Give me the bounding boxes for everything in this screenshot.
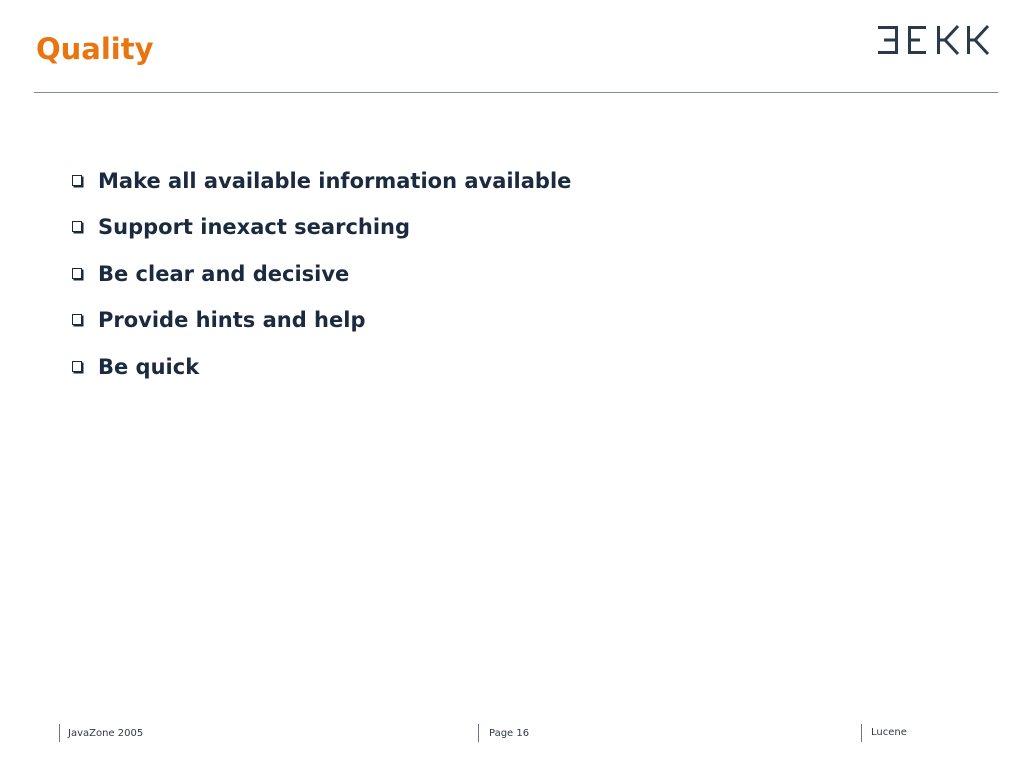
bekk-logo xyxy=(876,24,996,56)
checkbox-bullet-icon xyxy=(72,175,82,186)
slide-title: Quality xyxy=(36,32,154,66)
bullet-text: Be quick xyxy=(98,354,200,379)
footer-event: JavaZone 2005 xyxy=(68,728,144,739)
page-number: Page 16 xyxy=(489,728,530,739)
footer-divider xyxy=(59,724,60,742)
list-item xyxy=(72,210,571,256)
checkbox-bullet-icon xyxy=(72,361,82,372)
bullet-text: Be clear and decisive xyxy=(98,261,350,286)
bullet-text: Provide hints and help xyxy=(98,308,366,333)
footer-topic: Lucene xyxy=(871,727,907,738)
bullet-text: Make all available information available xyxy=(98,169,572,193)
title-divider xyxy=(34,92,998,93)
list-item xyxy=(72,164,571,210)
checkbox-bullet-icon xyxy=(72,268,82,279)
bullet-list xyxy=(72,164,571,396)
list-item xyxy=(72,257,571,303)
checkbox-bullet-icon xyxy=(72,314,82,325)
footer-divider xyxy=(478,724,479,742)
list-item xyxy=(72,350,571,396)
list-item xyxy=(72,303,571,349)
checkbox-bullet-icon xyxy=(72,221,82,232)
footer-divider xyxy=(861,724,862,742)
bullet-text: Support inexact searching xyxy=(98,215,411,240)
